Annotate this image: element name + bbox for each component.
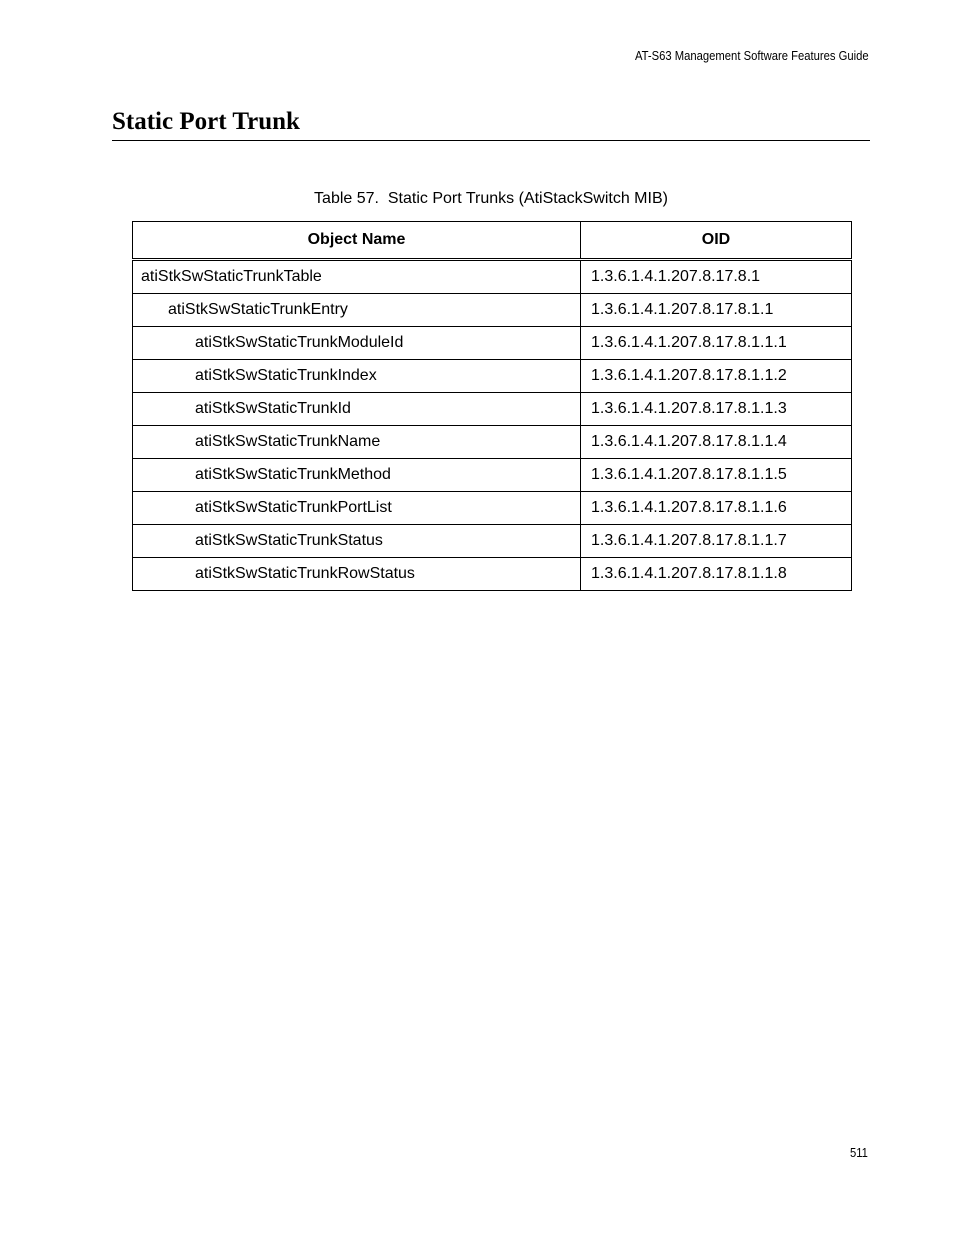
- table-header-row: [133, 222, 852, 260]
- oid-cell: 1.3.6.1.4.1.207.8.17.8.1.1.6: [581, 492, 852, 525]
- object-name-cell: atiStkSwStaticTrunkId: [133, 393, 581, 426]
- oid-cell: 1.3.6.1.4.1.207.8.17.8.1.1: [581, 294, 852, 327]
- table-caption: Table 57. Static Port Trunks (AtiStackSwitch MIB): [314, 190, 668, 207]
- table-row: [133, 459, 852, 492]
- table-row: [133, 327, 852, 360]
- oid-cell: 1.3.6.1.4.1.207.8.17.8.1.1.1: [581, 327, 852, 360]
- mib-oid-table: [132, 221, 852, 591]
- object-name-cell: atiStkSwStaticTrunkName: [133, 426, 581, 459]
- object-name-cell: atiStkSwStaticTrunkStatus: [133, 525, 581, 558]
- table-body: [133, 260, 852, 591]
- table-row: [133, 525, 852, 558]
- table-row: [133, 294, 852, 327]
- title-rule: [112, 140, 870, 141]
- oid-cell: 1.3.6.1.4.1.207.8.17.8.1: [581, 260, 852, 294]
- running-header: AT-S63 Management Software Features Guide: [635, 49, 869, 63]
- oid-cell: 1.3.6.1.4.1.207.8.17.8.1.1.7: [581, 525, 852, 558]
- object-name-cell: atiStkSwStaticTrunkEntry: [133, 294, 581, 327]
- oid-cell: 1.3.6.1.4.1.207.8.17.8.1.1.4: [581, 426, 852, 459]
- table-row: [133, 260, 852, 294]
- table-row: [133, 492, 852, 525]
- oid-cell: 1.3.6.1.4.1.207.8.17.8.1.1.5: [581, 459, 852, 492]
- oid-cell: 1.3.6.1.4.1.207.8.17.8.1.1.2: [581, 360, 852, 393]
- object-name-cell: atiStkSwStaticTrunkPortList: [133, 492, 581, 525]
- object-name-cell: atiStkSwStaticTrunkIndex: [133, 360, 581, 393]
- object-name-cell: atiStkSwStaticTrunkModuleId: [133, 327, 581, 360]
- column-header-oid: OID: [581, 222, 852, 260]
- object-name-cell: atiStkSwStaticTrunkMethod: [133, 459, 581, 492]
- table-row: [133, 558, 852, 591]
- object-name-cell: atiStkSwStaticTrunkTable: [133, 260, 581, 294]
- oid-cell: 1.3.6.1.4.1.207.8.17.8.1.1.8: [581, 558, 852, 591]
- object-name-cell: atiStkSwStaticTrunkRowStatus: [133, 558, 581, 591]
- column-header-object-name: Object Name: [133, 222, 581, 260]
- table-row: [133, 426, 852, 459]
- table-row: [133, 360, 852, 393]
- oid-cell: 1.3.6.1.4.1.207.8.17.8.1.1.3: [581, 393, 852, 426]
- page-number: 511: [850, 1146, 868, 1160]
- table-row: [133, 393, 852, 426]
- section-title: Static Port Trunk: [112, 108, 300, 135]
